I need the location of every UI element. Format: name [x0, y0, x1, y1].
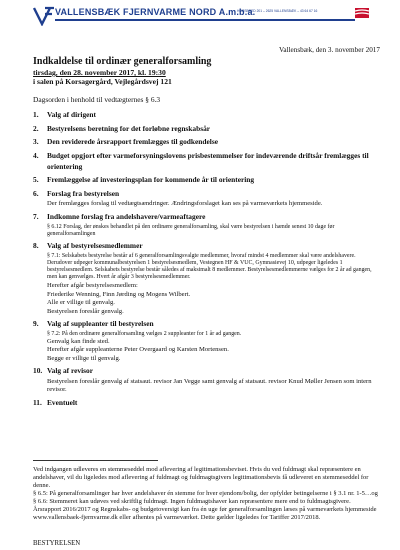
agenda-number: 3. — [33, 137, 39, 147]
agenda-title: Indkomne forslag fra andelshavere/varmeaftagere — [47, 212, 206, 222]
agenda-item — [33, 189, 373, 209]
agenda-list — [33, 110, 373, 412]
agenda-title: Forslag fra bestyrelsen — [47, 188, 120, 198]
agenda-number: 9. — [33, 319, 39, 329]
agenda-item — [33, 212, 373, 238]
agenda-title: Fremlæggelse af investeringsplan for kommende år til orientering — [47, 175, 255, 185]
agenda-note: Herefter afgår suppleanterne Peter Overgaard og Karsten Mortensen. — [47, 346, 229, 354]
company-name: VALLENSBÆK FJERNVARME NORD A.m.b.a. — [55, 7, 256, 17]
agenda-title: Eventuelt — [47, 397, 78, 407]
agenda-body: Der fremlægges forslag til vedtægtsændringer. Ændringsforslaget kan ses på varmeværkets hjemmeside. — [47, 200, 323, 208]
agenda-number: 1. — [33, 110, 39, 119]
agenda-intro: Dagsorden i henhold til vedtægternes § 6.3 — [33, 95, 161, 104]
footnote-text: § 6.5: På generalforsamlinger har hver andelshaver én stemme for hver ejendom/bolig, der opfylder betingelserne i § 3.1 nr. 1-5…og § 6.6: Stemmeret kan udøves ved skriftlig fuldmagt. Ingen fuldmagtshaver kan repræsentere mere end to fuldmagtsgivere. — [33, 490, 378, 505]
agenda-body: § 7.1: Selskabets bestyrelse består af 6 generalforsamlingsvalgte medlemmer, hvoraf mindst 4 medlemmer skal være andelshavere. Derudover udpeger kommunalbestyrelsen 1 bestyrelsesmedlem, Vestegnen HF & VUC, Gymnasievej 10, udpeger ligeledes 1 bestyrelsesmedlem. Selskabets bestyrelse består således af maksimalt 8 medlemmer. Bestyrelsesmedlemmerne vælges for 2 år ad gangen, men kan genvælges. Hvert år afgår 3 bestyrelsesmedlemmer. — [47, 252, 372, 281]
agenda-number: 5. — [33, 175, 39, 185]
agenda-note: Genvalg kan finde sted. — [47, 337, 110, 345]
agenda-item — [33, 319, 373, 363]
letter-date: Vallensbæk, den 3. november 2017 — [278, 46, 380, 54]
agenda-title: Den reviderede årsrapport fremlægges til godkendelse — [47, 137, 218, 147]
agenda-item — [33, 398, 373, 409]
agenda-number: 11. — [33, 397, 42, 407]
agenda-note: Begge er villige til genvalg. — [47, 354, 121, 362]
agenda-note: Herefter afgår bestyrelsesmedlem: — [47, 282, 138, 290]
agenda-title: Budget opgjort efter varmeforsyningslovens prisbestemmelser for indeværende driftsår fremlægges til orientering — [47, 151, 369, 171]
meeting-datetime: tirsdag, den 28. november 2017, kl. 19:30 — [33, 68, 166, 77]
agenda-title: Valg af suppleanter til bestyrelsen — [47, 319, 154, 329]
agenda-body: Bestyrelsen foreslår genvalg af statsaut. revisor Jan Vegge samt genvalg af statsaut. revisor Knud Møller Jensen som intern revisor. — [47, 377, 372, 394]
signature: BESTYRELSEN — [33, 540, 81, 547]
agenda-item — [33, 137, 373, 148]
agenda-number: 6. — [33, 188, 39, 198]
agenda-item — [33, 241, 373, 316]
agenda-title: Valg af bestyrelsesmedlemmer — [47, 241, 143, 251]
agenda-number: 2. — [33, 123, 39, 133]
agenda-item — [33, 110, 373, 121]
footnote-divider — [33, 460, 158, 461]
agenda-item — [33, 366, 373, 394]
agenda-number: 10. — [33, 366, 43, 376]
agenda-body: § 6.12 Forslag, der ønskes behandlet på den ordinære generalforsamling, skal være bestyrelsen i hænde senest 10 dage før generalforsamlingen — [47, 223, 335, 237]
agenda-note: Friederike Wenning, Finn Jørding og Mogens Wilbert. — [47, 290, 191, 298]
footnote-text: Årsrapport 2016/2017 og Regnskabs- og budgetoversigt kan fra én uge før generalforsamlingen læses på varmeværkets hjemmeside www.vallensbaek-fjernvarme.dk eller afhentes på varmeværket. Dette gælder ligeledes for Tariffer 2017/2018. — [33, 506, 377, 521]
letterhead-rule — [55, 19, 355, 21]
agenda-item — [33, 151, 373, 172]
agenda-number: 7. — [33, 212, 39, 222]
agenda-title: Valg af revisor — [47, 366, 93, 376]
agenda-number: 4. — [33, 151, 39, 161]
danish-flag-icon — [355, 8, 369, 18]
footnote-text: Ved indgangen udleveres en stemmeseddel mod aflevering af legitimationsbeviset. Hvis du ved fuldmagt skal repræsentere en andelshaver, vil du ligeledes mod aflevering af fuldmagt og fuldmagtsgivers legitimationsbevis få udleveret en stemmeseddel for denne. — [33, 466, 369, 489]
agenda-title: Bestyrelsens beretning for det forløbne regnskabsår — [47, 123, 211, 133]
agenda-item — [33, 124, 373, 135]
agenda-number: 8. — [33, 241, 39, 251]
meeting-location: i salen på Korsagergård, Vejlegårdsvej 121 — [33, 77, 172, 86]
page-title: Indkaldelse til ordinær generalforsamling — [33, 56, 212, 67]
agenda-note: Bestyrelsen foreslår genvalg. — [47, 307, 124, 315]
footnotes — [33, 466, 378, 522]
letterhead — [33, 6, 373, 26]
company-address: HORSBRED 201 – 2625 VALLENSBÆK – 43 64 67 16 — [237, 9, 318, 13]
agenda-note: Alle er villige til genvalg. — [47, 299, 115, 307]
agenda-item — [33, 175, 373, 186]
company-logo-icon — [33, 6, 55, 26]
agenda-body: § 7.2: På den ordinære generalforsamling vælges 2 suppleanter for 1 år ad gangen. — [47, 330, 242, 337]
agenda-title: Valg af dirigent — [47, 110, 96, 119]
